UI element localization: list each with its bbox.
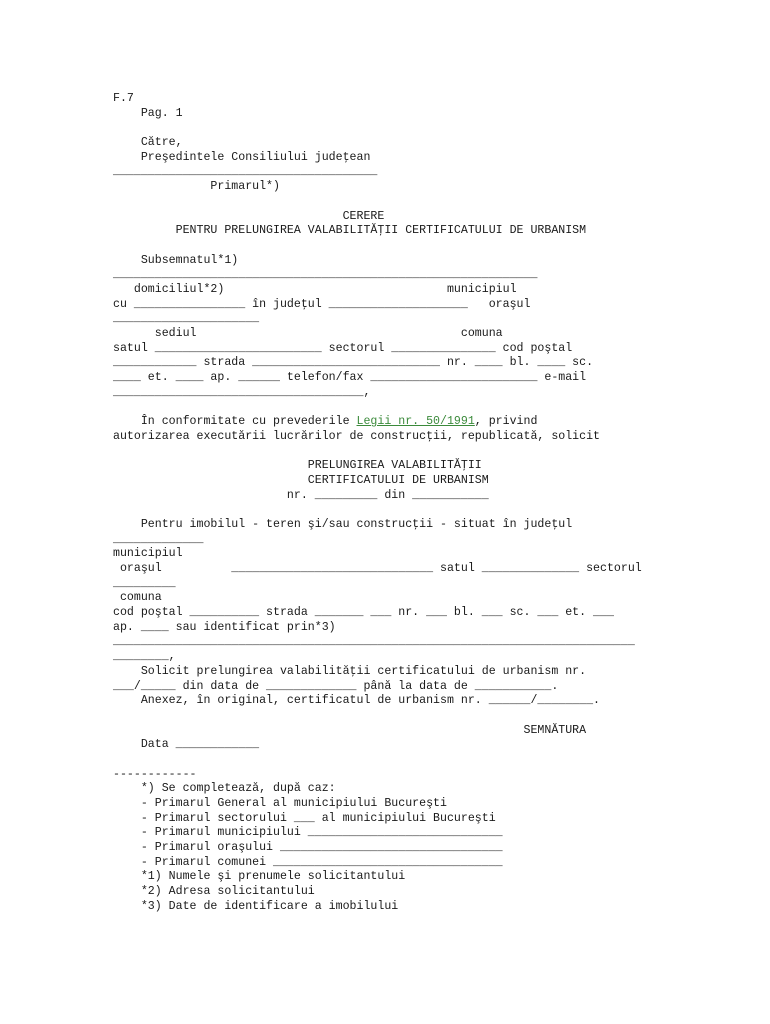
text-line: ____________________________________,: [113, 385, 371, 399]
text-line: CERERE: [113, 209, 385, 223]
text-line: F.7: [113, 92, 134, 105]
text-line: ___________________________________________________________________________: [113, 635, 635, 649]
text-line: - Primarul General al municipiului Bucureşti: [113, 797, 447, 810]
text-line: ________,: [113, 650, 176, 664]
text-line: *2) Adresa solicitantului: [113, 885, 315, 899]
blank-line: [113, 121, 753, 136]
text-line: - Primarul sectorului ___ al municipiului Bucureşti: [113, 811, 496, 825]
text-line: _____________: [113, 532, 204, 546]
text-line: cu ________________ în judeţul ____________________ oraşul: [113, 297, 531, 311]
text-line: municipiul: [113, 547, 183, 561]
text-line: *) Se completează, după caz:: [113, 782, 336, 796]
blank-line: [113, 753, 753, 768]
law-link[interactable]: Legii nr. 50/1991: [356, 415, 475, 429]
text-line: _________: [113, 576, 176, 590]
text-line: PRELUNGIREA VALABILITĂŢII: [113, 459, 482, 473]
text-line: cod poştal __________ strada _______ ___ nr. ___ bl. ___ sc. ___ et. ___: [113, 606, 614, 620]
text-line: _____________________: [113, 312, 260, 326]
text-line: domiciliul*2) municipiul: [113, 282, 517, 296]
text-line: Anexez, în original, certificatul de urbanism nr. ______/________.: [113, 694, 601, 708]
text-line: Către,: [113, 136, 183, 150]
blank-line: [113, 709, 753, 724]
text-line: ____________ strada ___________________________ nr. ____ bl. ____ sc.: [113, 356, 594, 370]
text-line: ap. ____ sau identificat prin*3): [113, 620, 336, 634]
text-line: Solicit prelungirea valabilităţii certificatului de urbanism nr.: [113, 664, 587, 678]
text-line: ______________________________________: [113, 165, 378, 179]
text-line: PENTRU PRELUNGIREA VALABILITĂŢII CERTIFICATULUI DE URBANISM: [113, 224, 587, 238]
blank-line: [113, 503, 753, 518]
text-line: - Primarul oraşului ________________________________: [113, 841, 503, 855]
line-text-after: , privind: [474, 415, 538, 429]
text-line-with-link: [113, 415, 753, 430]
text-line: satul ________________________ sectorul _______________ cod poştal: [113, 341, 573, 355]
blank-line: [113, 400, 753, 415]
text-line: Data ____________: [113, 738, 260, 752]
text-line: autorizarea executării lucrărilor de construcţii, republicată, solicit: [113, 429, 601, 443]
line-text-before: În conformitate cu prevederile: [113, 415, 357, 429]
text-line: Pentru imobilul - teren şi/sau construcţii - situat în judeţul: [113, 517, 573, 531]
text-line: SEMNĂTURA: [113, 723, 587, 737]
text-line: - Primarul municipiului ____________________________: [113, 826, 503, 840]
text-line: Pag. 1: [113, 106, 183, 120]
text-line: ____ et. ____ ap. ______ telefon/fax ________________________ e-mail: [113, 371, 587, 385]
text-line: sediul comuna: [113, 327, 503, 340]
blank-line: [113, 239, 753, 254]
blank-line: [113, 195, 753, 210]
text-line: _____________________________________________________________: [113, 268, 538, 282]
blank-line: [113, 445, 753, 460]
text-line: comuna: [113, 591, 162, 605]
text-line: Primarul*): [113, 180, 280, 194]
text-line: ------------: [113, 767, 197, 781]
text-line: *3) Date de identificare a imobilului: [113, 899, 399, 913]
text-line: oraşul _____________________________ satul ______________ sectorul: [113, 562, 642, 575]
text-line: Subsemnatul*1): [113, 253, 239, 267]
text-line: - Primarul comunei _________________________________: [113, 855, 503, 869]
text-line: ___/_____ din data de _____________ până la data de ___________.: [113, 679, 559, 693]
document-body: [113, 92, 753, 915]
text-line: nr. _________ din ___________: [113, 488, 489, 502]
text-line: Preşedintele Consiliului judeţean: [113, 150, 371, 164]
text-line: CERTIFICATULUI DE URBANISM: [113, 473, 489, 487]
text-line: *1) Numele şi prenumele solicitantului: [113, 870, 406, 884]
